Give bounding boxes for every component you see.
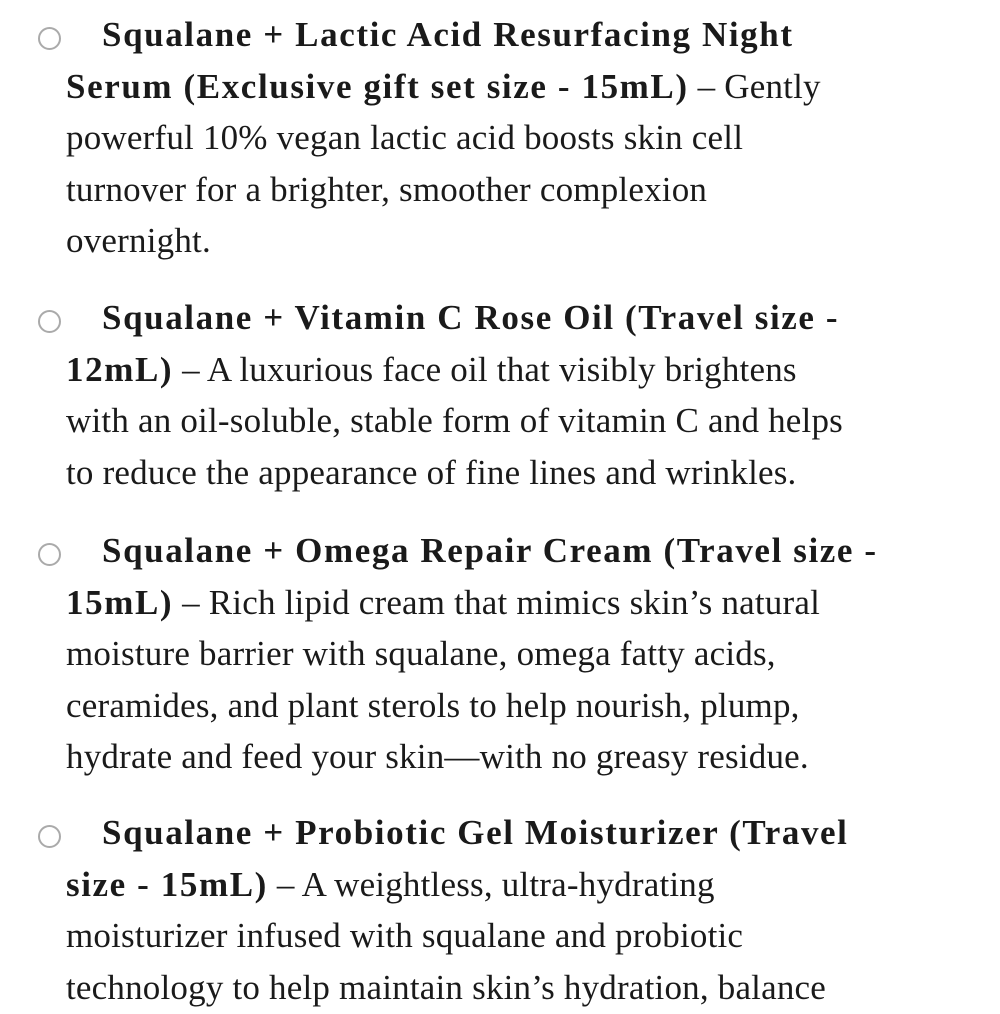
radio-circle-icon[interactable] [38, 543, 61, 566]
product-title: Squalane + Lactic Acid Resurfacing Night [102, 15, 794, 54]
product-title: Squalane + Vitamin C Rose Oil (Travel size - [102, 298, 840, 337]
text-line [66, 61, 821, 113]
text-line [66, 395, 843, 447]
product-description: to reduce the appearance of fine lines and wrinkles. [66, 452, 797, 492]
product-description: – A luxurious face oil that visibly brightens [173, 349, 797, 389]
text-line [66, 164, 707, 216]
product-description: with an oil-soluble, stable form of vitamin C and helps [66, 401, 843, 440]
text-line [102, 292, 839, 344]
radio-circle-icon[interactable] [38, 825, 61, 848]
text-line [66, 910, 743, 962]
product-description: overnight. [66, 221, 211, 260]
product-description: ceramides, and plant sterols to help nourish, plump, [66, 685, 800, 725]
product-description: – A weightless, ultra-hydrating [267, 864, 715, 904]
text-line [66, 344, 797, 396]
text-line [66, 731, 809, 783]
product-title: Squalane + Probiotic Gel Moisturizer (Travel [102, 813, 849, 852]
text-line [102, 807, 849, 859]
product-description: – Rich lipid cream that mimics skin’s natural [173, 582, 821, 622]
text-line [66, 112, 743, 164]
radio-circle-icon[interactable] [38, 27, 61, 50]
product-title: Serum (Exclusive gift set size - 15mL) [66, 66, 689, 106]
text-line [102, 525, 878, 577]
product-title: size - 15mL) [66, 864, 268, 904]
text-line [66, 680, 800, 732]
product-title: Squalane + Omega Repair Cream (Travel size - [102, 531, 878, 570]
product-description: technology to help maintain skin’s hydration, balance [66, 967, 827, 1007]
text-line [66, 628, 776, 680]
product-title: 12mL) [66, 349, 174, 389]
product-description: hydrate and feed your skin—with no greasy residue. [66, 737, 809, 776]
product-description: powerful 10% vegan lactic acid boosts skin cell [66, 118, 744, 157]
product-title: 15mL) [66, 582, 174, 622]
radio-circle-icon[interactable] [38, 310, 61, 333]
text-line [66, 577, 820, 629]
product-description: moisture barrier with squalane, omega fatty acids, [66, 634, 776, 673]
text-line [66, 859, 715, 911]
product-description: turnover for a brighter, smoother complexion [66, 169, 708, 209]
text-line [66, 215, 211, 267]
product-description: – Gently [688, 66, 821, 106]
product-description: moisturizer infused with squalane and probiotic [66, 916, 744, 955]
text-line [102, 9, 794, 61]
text-line [66, 962, 826, 1014]
text-line [66, 447, 797, 499]
